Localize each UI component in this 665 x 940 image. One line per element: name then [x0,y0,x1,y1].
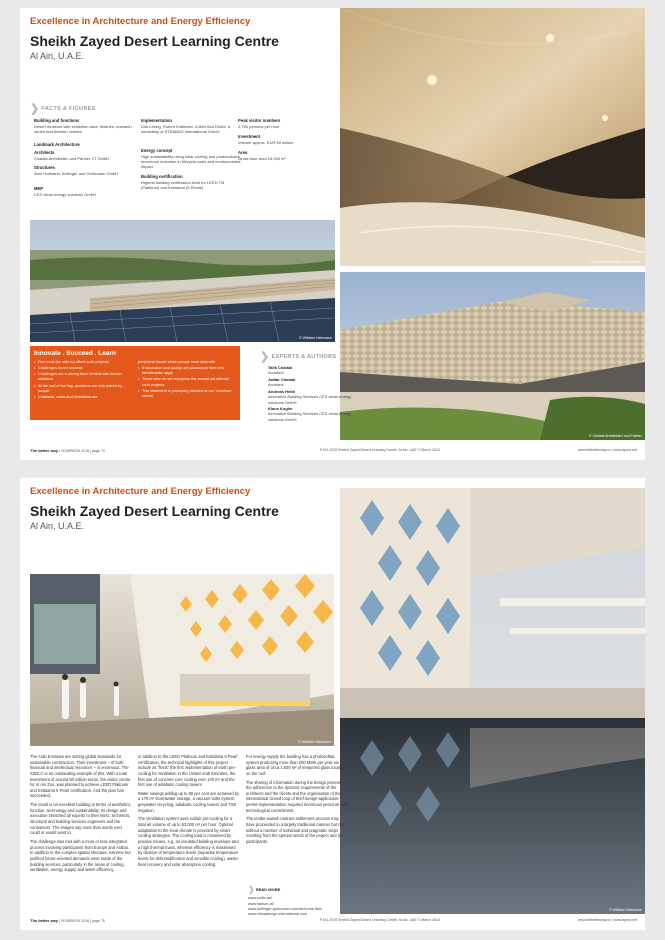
list-item: • Those who do not recognise this should not attempt such projects [138,377,236,387]
page-title: Sheikh Zayed Desert Learning Centre [30,503,279,519]
page-74 [20,8,645,460]
paragraph: The challenge was met with a more or less integrated process involving participants from Europe and Arabia. In addition to the complex spatial structure, extreme but justified future-oriented demands were made of the building services, particularly in the areas of cooling, ventilation, energy supply and water efficiency. [30,838,131,873]
paragraph: The tender-award-contract-settlement process may have proceeded in a largely traditional manner but not without a number of individual and pragmatic steps resulting from the special needs of the project and its participants. [246,816,344,844]
list-item: • If innovation and quality are paramount then new benchmarks apply [138,366,236,376]
read-more-link[interactable]: www.szdlc.ae/ [248,896,273,901]
paragraph: The Arab Emirates are setting global standards for sustainable construction. Their investment – of both financial and intellectual resources – is enormous. The SZDLC is an outstanding example of this. With a total investment of around 50 million euros, the visitor centre for Al Ain Zoo, was planned to achieve LEED Platinum and Estidama 5 Pearl certification. And the plan has succeeded. [30,754,131,799]
paragraph: In addition to the LEED Platinum and Estidama 5 Pearl certification, the technical highlights of this project include as "firsts" the first implementation of earth pre-cooling for ventilation in the United Arab Emirates, the first use of concrete core cooling over 100 m² and the first use of adiabatic cooling towers. [138,754,238,788]
paragraph: Water savings adding up to 80 per cent are achieved by a 170 m³ stormwater storage, a vacuum toilet system, greywater recycling, adiabatic cooling towers and TSE irrigation. [138,790,240,813]
page-75 [20,478,645,930]
fact-implementation: Implementation Dirk Leitzig, Robert Kralikofer, Züblin Abu Dhabi, a subsidiary of STRABAG International GmbH [141,118,230,135]
paragraph: The ventilation system uses soil/air pre-cooling for a total air volume of up to 63,000 m³ per hour. Optimal adaptation to the local climate is provided by smart cooling strategies. The cooling load is minimised by passive means, e.g. an insulated building envelope and a high thermal mass, whereas efficiency is maximised by division of temperature levels (separate temperature levels for dehumidification and sensible cooling), waste-heat recovery and solar absorption cooling. [138,816,240,867]
photo-credit: © Wilhelm Heinmann [298,740,331,744]
footer-page: | YEARBOOK 2016 | page 74 [59,449,105,453]
innovate-list-left [34,360,132,401]
photo-exterior-facade [340,272,645,440]
read-more-link[interactable]: www.faktum.at/ [248,901,274,906]
text-column-3 [246,754,348,848]
fact-investment: Investment Volume approx. EUR 60 million [238,134,294,145]
paragraph: For energy supply the building has a photovoltaic system producing more than 200 MWh per year via a glass area of circa 1,500 m² of tempered glass located on the roof. [246,754,345,776]
paragraph: The result is an excellent building in terms of aesthetics, function, technology and sustainability. Its design and execution stretched all experts to their limits: architects, structural and building services engineers and the contractors. The images say more than words ever could or would want to. [30,802,132,836]
paragraph: The sharing of information during the design process, the adherence to the dynamic requirements of the architects and the clients and the organisation of the international closed loop of brief-design-application-permit-implementation required enormous personal and technological commitment. [246,779,347,813]
page-footer [30,448,637,456]
location: Al Ain, U.A.E. [30,51,85,61]
facts-heading: ❯ FACTS & FIGURES [30,103,96,115]
fact-landmark: Landmark Architecture [34,142,80,147]
read-more [248,884,348,917]
innovate-list-right [138,360,236,401]
fact-certification: Building certification Highest building certification level for LEED TM (Platinum) and Estidama (5 Pearls) [141,174,225,191]
fact-energy-concept: Energy concept High sustainability using solar cooling and photovoltaics, enormous reduction in lifecycle costs and environmental impact [141,148,241,170]
photo-credit: © Chalabi Architekten und Partner [589,434,642,438]
list-item: • Challenges breed success [34,366,132,371]
location: Al Ain, U.A.E. [30,521,85,531]
innovate-box [30,346,240,420]
read-more-link[interactable]: www.bollinger-grohmann.com/de/home.html [248,906,323,911]
fact-mep: MEP CES clean energy solutions GmbH [34,186,96,197]
footer-links[interactable]: www.thebetterway.cc | www.ixpma.net [577,918,637,922]
photo-rooftop-solar [30,220,335,342]
list-item: • One must (be able to) afford such projects [34,360,132,365]
photo-atrium-pool [340,488,645,914]
footer-reference: P.011.2015 Sheikh Zayed Desert Learning Centre, Al Ain, UAE © March 2016 [320,918,440,922]
expert-entry: Andreas Heibl Innovative Building Services CES clean energy solutions GmbH [268,389,352,405]
list-item: • Challenges are a driving force behind new human solutions [34,372,132,382]
expert-entry: Jaafar Chalabi Architect [268,377,296,388]
kicker: Excellence in Architecture and Energy Efficiency [30,16,251,27]
photo-interior-ceiling [340,8,645,266]
footer-page: | YEARBOOK 2016 | page 75 [59,919,105,923]
expert-entry: Talik Chalabi Architect [268,365,293,376]
experts-heading: ❯ EXPERTS & AUTHORS [260,351,337,363]
innovate-heading: Innovate . Succeed . Learn [34,350,116,357]
photo-credit: © Wilhelm Heinmann [609,908,642,912]
list-item: • peripheral issues which people must deal with [138,360,236,365]
fact-architects: Architects Chalabi Architekten und Partner ZT GmbH [34,150,110,161]
fact-visitors: Peak visitor numbers 2,750 persons per hour [238,118,281,129]
list-item: • Contracts, costs and timetables are [34,395,132,400]
read-more-heading: ❯ READ MORE [248,885,281,894]
fact-structures: Structures Arne Hofmann, Bollinger und Grohmann GmbH [34,165,119,176]
photo-exhibition-hall [30,574,334,746]
fact-building-functions: Building and functions Desert museum with exhibition area, libraries, research centre and theatre/ cinema [34,118,132,135]
photo-credit: © Wilhelm Heinmann [299,336,332,340]
photo-credit: © Chalabi Architekten und Partner [589,260,642,264]
list-item: • At the end of the day, problems are only solved by people [34,384,132,394]
brand-logo: The better way [30,448,59,453]
list-item: • This statement is principally directed at our "excellent clients" [138,389,236,399]
footer-reference: P.011.2015 Sheikh Zayed Desert Learning Centre, Al Ain, UAE © March 2016 [320,448,440,452]
fact-area: Area Gross floor area 15,000 m² [238,150,286,161]
text-column-2 [138,754,240,870]
page-footer [30,918,637,926]
kicker: Excellence in Architecture and Energy Efficiency [30,486,251,497]
text-column-1 [30,754,132,876]
footer-links[interactable]: www.thebetterway.cc | www.ixpma.net [577,448,637,452]
expert-entry: Klaus Kogler Innovative Building Services CES clean energy solutions GmbH [268,406,352,422]
read-more-link[interactable]: www.climadesign-international.com [248,912,308,917]
page-title: Sheikh Zayed Desert Learning Centre [30,33,279,49]
brand-logo: The better way [30,918,59,923]
